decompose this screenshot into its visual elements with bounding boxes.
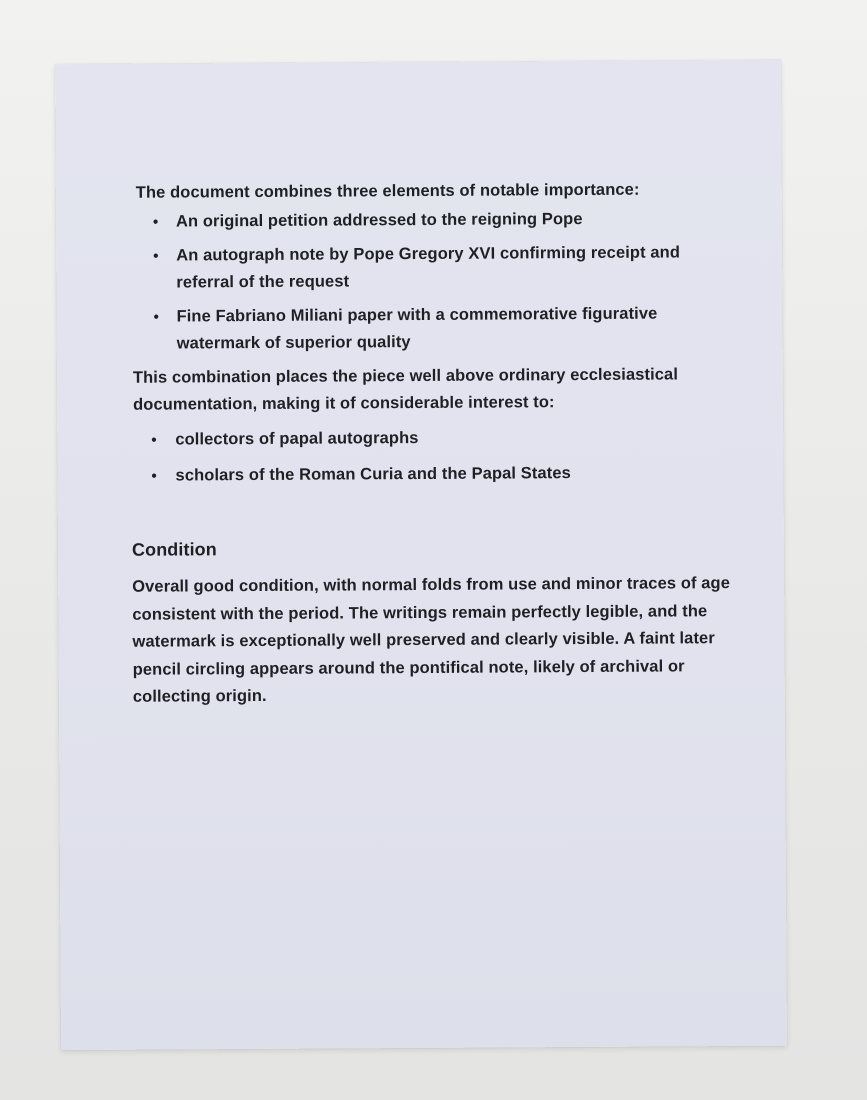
list-item xyxy=(131,423,731,454)
condition-text: Overall good condition, with normal folds from use and minor traces of age consistent with the period. The writings remain perfectly legible, and the watermark is exceptionally well preserved and clearly visible. A faint later pencil circling appears around the pontifical note, likely of archival or collecting origin. xyxy=(132,574,731,706)
audiences-list xyxy=(131,423,731,490)
bullet-icon: • xyxy=(153,247,159,265)
list-item-text: An original petition addressed to the reigning Pope xyxy=(175,210,583,231)
list-item xyxy=(131,459,731,490)
combination-paragraph: This combination places the piece well above ordinary ecclesiastical documentation, making it of considerable interest to: xyxy=(132,365,679,414)
list-item-text: Fine Fabriano Miliani paper with a commemorative figurative watermark of superior quality xyxy=(176,304,658,353)
list-item xyxy=(130,205,730,236)
list-item xyxy=(130,300,730,358)
bullet-icon: • xyxy=(153,308,159,326)
bullet-icon: • xyxy=(151,431,157,449)
list-item-text: collectors of papal autographs xyxy=(175,429,419,449)
intro-text: The document combines three elements of notable importance: xyxy=(135,180,640,202)
paper-sheet xyxy=(55,60,787,1050)
list-item-text: An autograph note by Pope Gregory XVI confirming receipt and referral of the request xyxy=(176,243,681,292)
list-item xyxy=(130,239,730,297)
document-body xyxy=(130,176,733,711)
bullet-icon: • xyxy=(151,467,157,485)
list-item-text: scholars of the Roman Curia and the Papal States xyxy=(175,464,571,485)
bullet-icon: • xyxy=(152,213,159,231)
elements-list xyxy=(130,205,731,358)
condition-heading: Condition xyxy=(131,539,217,560)
